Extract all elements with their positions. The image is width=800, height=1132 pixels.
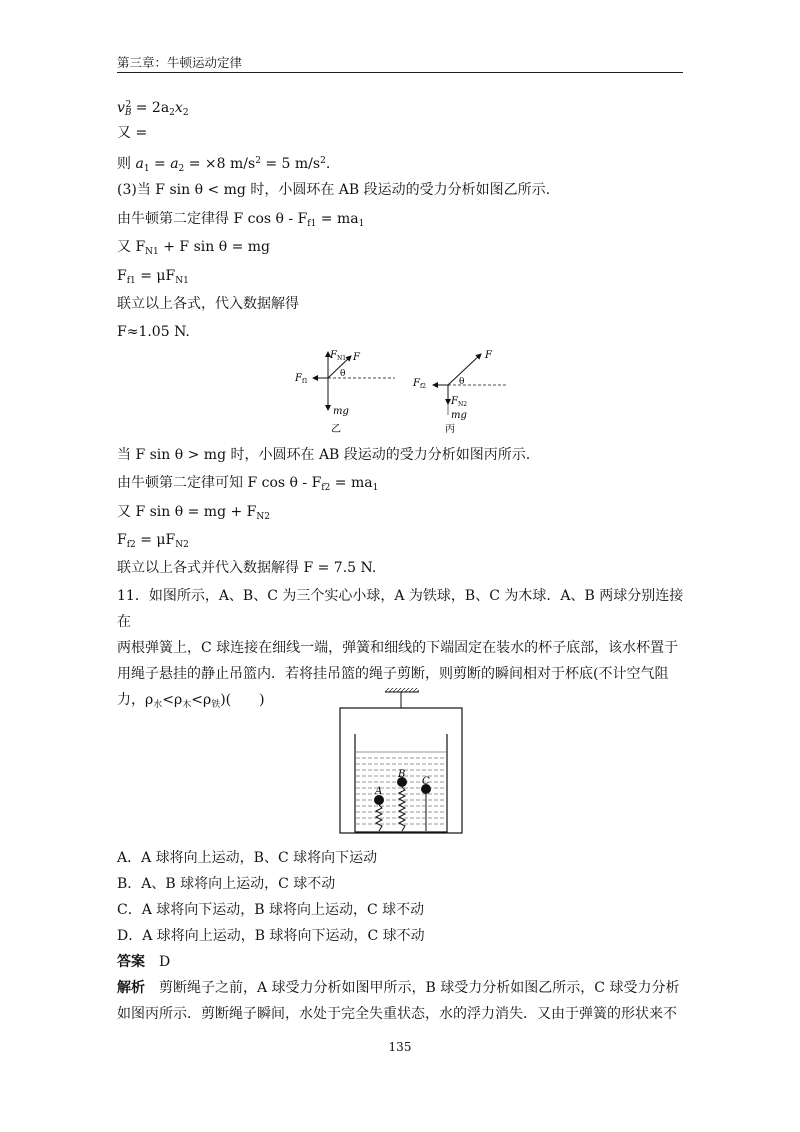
label-fn2: $F_{N2}$	[451, 396, 468, 408]
water	[356, 752, 446, 824]
eq-line-13: $F_{f2} = \mu F_{N2}$	[117, 532, 189, 550]
basket-cup-figure	[335, 686, 465, 836]
label-theta2: θ	[459, 377, 465, 387]
eq-line-10: 当 F sin θ > mg 时，小圆环在 AB 段运动的受力分析如图丙所示.	[117, 447, 531, 463]
option-a: A．A 球将向上运动，B、C 球将向下运动	[117, 850, 378, 866]
eq-line-12: 又 F sin θ = mg + $F_{N2}$	[117, 504, 270, 522]
eq-line-9: F≈1.05 N.	[117, 324, 190, 340]
f2-arrow	[448, 354, 481, 385]
eq-line-7: $F_{f1} = \mu F_{N1}$	[117, 268, 189, 286]
label-theta: θ	[340, 369, 346, 379]
label-f2: F	[485, 350, 492, 361]
label-ff1: $F_{f1}$	[295, 373, 308, 385]
options	[117, 845, 685, 1027]
label-f: F	[353, 352, 360, 363]
caption-bing: 丙	[445, 424, 455, 435]
question-11-stem: 11．如图所示，A、B、C 为三个实心小球，A 为铁球，B、C 为木球．A、B 两球分别连接在 两根弹簧上，C 球连接在细线一端，弹簧和细线的下端固定在装水的杯子底部，该水杯置于 用绳子悬挂的静止吊篮内．若将挂吊篮的绳子剪断，则剪断的瞬间相对于杯底(不计空气阻 力，$\rho_水<\rho_木<\rho_铁$)( )	[117, 588, 684, 710]
option-c: C．A 球将向下运动，B 球将向上运动，C 球不动	[117, 902, 425, 918]
label-fn1: $F_{N1}$	[330, 350, 347, 362]
chapter-title: 第三章：牛顿运动定律	[117, 55, 243, 70]
option-b: B．A、B 球将向上运动，C 球不动	[117, 876, 336, 892]
analysis-line-2: 如图丙所示．剪断绳子瞬间，水处于完全失重状态，水的浮力消失．又由于弹簧的形状来不	[117, 1006, 677, 1022]
eq-line-3: 则 $a_1 = a_2 = \times 8$ $m/s^2 = 5$ $m/s^2$.	[117, 156, 331, 174]
force-diagrams	[285, 340, 525, 440]
page-number: 135	[388, 1040, 412, 1054]
eq-line-4: (3)当 F sin θ < mg 时，小圆环在 AB 段运动的受力分析如图乙所示.	[117, 182, 551, 198]
label-b: B	[398, 769, 406, 780]
option-d: D．A 球将向上运动，B 球将向下运动，C 球不动	[117, 928, 425, 944]
label-c: C	[422, 776, 430, 787]
label-mg: mg	[333, 406, 349, 417]
eq-line-6: 又 $F_{N1} + F$ sin θ = mg	[117, 239, 271, 257]
eq-line-5: 由牛顿第二定律得 F $\cos \theta - F_{f1} = ma_1$	[117, 211, 365, 229]
label-ff2: $F_{f2}$	[413, 378, 426, 390]
eq-line-1: $v_B^2 = 2a_2x_2$	[117, 100, 189, 118]
label-a: A	[375, 786, 383, 797]
analysis-line-1: 解析 剪断绳子之前，A 球受力分析如图甲所示，B 球受力分析如图乙所示，C 球受力分析	[117, 980, 680, 996]
eq-line-2: 又 =	[117, 125, 148, 141]
eq-line-11: 由牛顿第二定律可知 F $\cos \theta - F_{f2} = ma_1$	[117, 475, 379, 493]
caption-yi: 乙	[331, 424, 341, 435]
eq-line-14: 联立以上各式并代入数据解得 F = 7.5 N.	[117, 560, 377, 576]
answer-line: 答案 D	[117, 954, 171, 970]
page-header	[117, 56, 683, 73]
ceiling-hatch	[385, 688, 419, 692]
spring-b	[399, 787, 405, 831]
label-mg2: mg	[451, 410, 467, 421]
eq-line-8: 联立以上各式，代入数据解得	[117, 296, 299, 312]
